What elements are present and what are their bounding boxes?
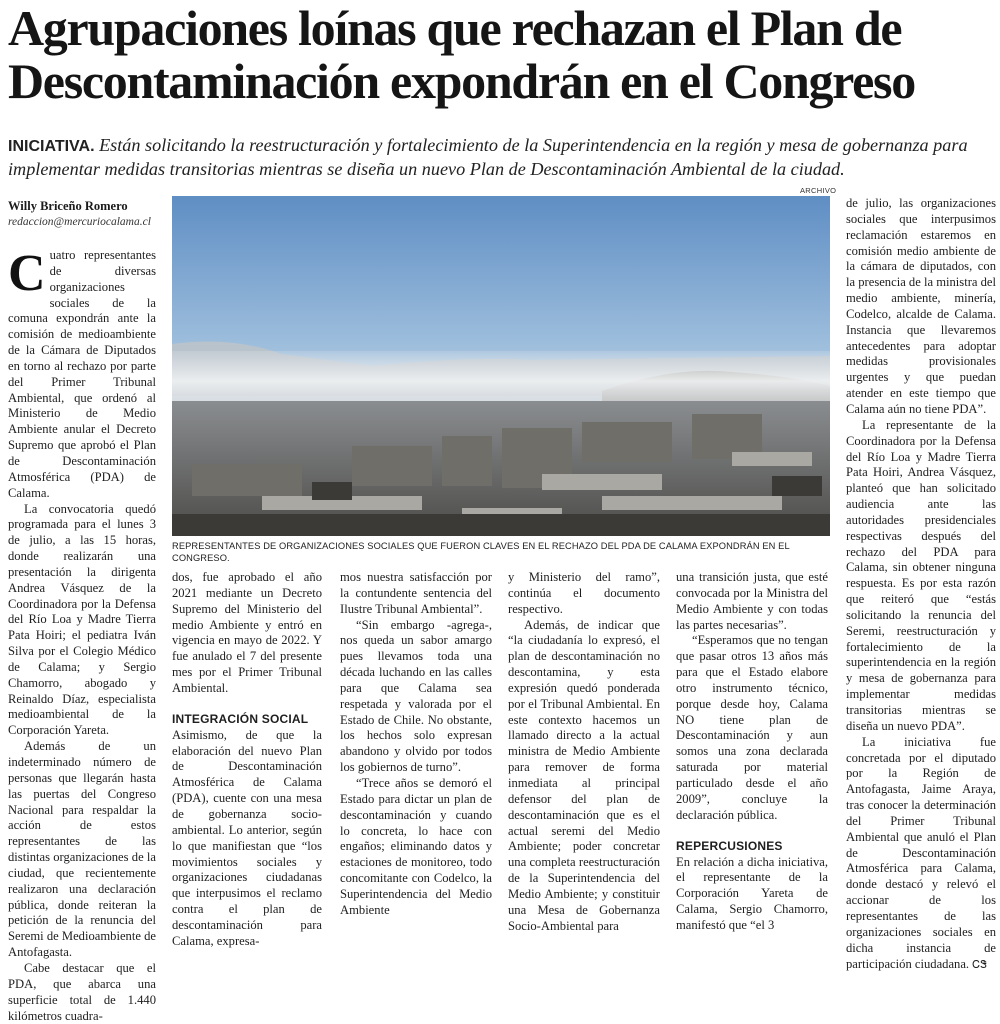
drop-cap: C [8,245,46,302]
article-paragraph: La convocatoria quedó programada para el lunes 3 de julio, a las 15 horas, donde realizarán una presentación la dirigenta Andrea Vásquez de la Coordinadora por la Defensa del Río Loa y Madre Tierra Pata Hoiri; el pediatra Iván Silva por el Colegio Médico de Calama; y Sergio Chamorro, abogado y Reinaldo Díaz, especialista medioambiental de la Corporación Yareta. [8,501,156,738]
end-mark-icon: ᏟᏕ [972,957,987,971]
article-paragraph: mos nuestra satisfacción por la contundente sentencia del Ilustre Tribunal Ambiental”. [340,570,492,616]
article-paragraph: Además de un indeterminado número de personas que llegarán hasta las puertas del Congreso Nacional para respaldar la acción de estos representantes de las distintas organizaciones de la ciudad, que recientemente realizaron una declaración pública, donde reiteran la petición de la renuncia del Seremi de Medioambiente de Antofagasta. [8,739,156,960]
article-paragraph: dos, fue aprobado el año 2021 mediante un Decreto Supremo del Ministerio del medio Ambiente y entró en vigencia en mayo de 2022. Y fue anulado el 7 del presente mes por el Primer Tribunal Ambiental. [172,570,322,695]
article-paragraph: una transición justa, que esté convocada por la Ministra del Medio Ambiente y con todas las partes necesarias”. [676,570,828,632]
article-paragraph: La iniciativa fue concretada por el diputado por la Región de Antofagasta, Jaime Araya, tras conocer la determinación del Primer Tribunal Ambiental que anuló el Plan de Descontaminación Atmosférica para Calama, donde destacó y relevó el accionar de los representantes de las organizaciones sociales en dicha instancia de participación ciudadana. ᏟᏕ [846,734,996,971]
article-column-2 [172,570,322,948]
headline: Agrupaciones loínas que rechazan el Plan de Descontaminación expondrán en el Congreso [8,0,915,109]
byline-author: Willy Briceño Romero [8,199,128,213]
article-paragraph: En relación a dicha iniciativa, el representante de la Corporación Yareta de Calama, Sergio Chamorro, manifestó que “el 3 [676,854,828,932]
subheading-integracion-social: INTEGRACIÓN SOCIAL [172,711,309,726]
city-smog-photo [172,196,830,536]
article-column-3 [340,570,492,917]
article-paragraph: Asimismo, de que la elaboración del nuevo Plan de Descontaminación Atmosférica de Calama (PDA), cuente con una mesa de gobernanza socio-ambiental. Lo anterior, según lo que manifiestan que “los movimientos sociales y organizaciones ciudadanas que interpusimos el reclamo contra el plan de descontaminación para Calama, expresa- [172,727,322,948]
article-paragraph: “Sin embargo -agrega-, nos queda un sabor amargo pues llevamos toda una década luchando en las calles para que Calama sea respetada y valorada por el Estado de Chile. No obstante, los hechos solo expresan abandono y olvido por todos los gobiernos de turno”. [340,617,492,775]
article-column-5 [676,570,828,932]
article-paragraph: La representante de la Coordinadora por la Defensa del Río Loa y Madre Tierra Pata Hoiri, Andrea Vásquez, planteó que han solicitado audiencia ante las autoridades presidenciales respectivas después del rechazo del PDA para Calama, sin obtener ninguna respuesta. Es por esta razón que reiteró que “estás solicitando la renuncia del Seremi, reestructuración y fortalecimiento de la superintendencia en la región y mesa de gobernanza para implementar medidas transitorias mientras se diseña un nuevo PDA”. [846,417,996,733]
article-paragraph: “Esperamos que no tengan que pasar otros 13 años más para que el Estado elabore otro instrumento técnico, porque desde hoy, Calama NO tiene plan de Descontaminación y aun somos una zona declarada saturada por material particulado desde el año 2009”, concluye la declaración pública. [676,633,828,822]
article-paragraph: Además, de indicar que “la ciudadanía lo expresó, el plan de descontaminación no descontamina, y esta expresión quedó ponderada por el Tribunal Ambiental. En este contexto hacemos un llamado directo a la actual ministra de Medio Ambiente para remover de forma inmediata al principal defensor del plan de descontaminación que es el actual seremi del Medio Ambiente; poder concretar una completa reestructuración de la Superintendencia del Medio Ambiente; y constituir una Mesa de Gobernanza Socio-Ambiental para [508,617,660,933]
article-paragraph: “Trece años se demoró el Estado para dictar un plan de descontaminación y cuando lo concreta, lo hace con engaños; eliminando datos y estaciones de monitoreo, todo concomitante con Codelco, la Superintendencia del Medio Ambiente [340,775,492,917]
byline [8,198,168,230]
photo-caption: REPRESENTANTES DE ORGANIZACIONES SOCIALES QUE FUERON CLAVES EN EL RECHAZO DEL PDA DE CALAMA EXPONDRÁN EN EL CONGRESO. [172,541,790,563]
article-column-6 [846,196,997,971]
article-paragraph: y Ministerio del ramo”, continúa el documento respectivo. [508,570,660,616]
photo-illustration [172,196,830,536]
lead-kicker: INICIATIVA. [8,138,95,155]
article-paragraph: Cuatro representantes de diversas organizaciones sociales de la comuna expondrán ante la comisión de medioambiente de la Cámara de Diputados en torno al rechazo por parte del Primer Tribunal Ambiental, que ordenó al Ministerio de Medio Ambiente anular el Decreto Supremo que aprobó el Plan de Descontaminación Atmosférica (PDA) de Calama. [8,245,156,500]
photo-credit: ARCHIVO [800,186,837,195]
article-column-1 [8,245,156,1023]
subheading-repercusiones: REPERCUSIONES [676,838,783,853]
article-paragraph: Cabe destacar que el PDA, que abarca una superficie total de 1.440 kilómetros cuadra- [8,960,156,1023]
lead-paragraph [8,134,996,180]
article-paragraph: de julio, las organizaciones sociales que interpusimos reclamación estaremos en comisión medio ambiente de la cámara de diputados, con la presencia de la ministra del medio ambiente, minería, Codelco, alcalde de Calama. Instancia que llevaremos antecedentes para adoptar medidas provisionales urgentes y que puedan atender en este tiempo que Calama aún no tiene PDA”. [846,196,997,416]
lead-text: Están solicitando la reestructuración y fortalecimiento de la Superintendencia en la región y mesa de gobernanza para implementar medidas transitorias mientras se diseña un nuevo Plan de Descontaminación Ambiental de la ciudad. [8,135,968,179]
byline-email[interactable]: redaccion@mercuriocalama.cl [8,216,151,228]
article-column-4 [508,570,660,933]
